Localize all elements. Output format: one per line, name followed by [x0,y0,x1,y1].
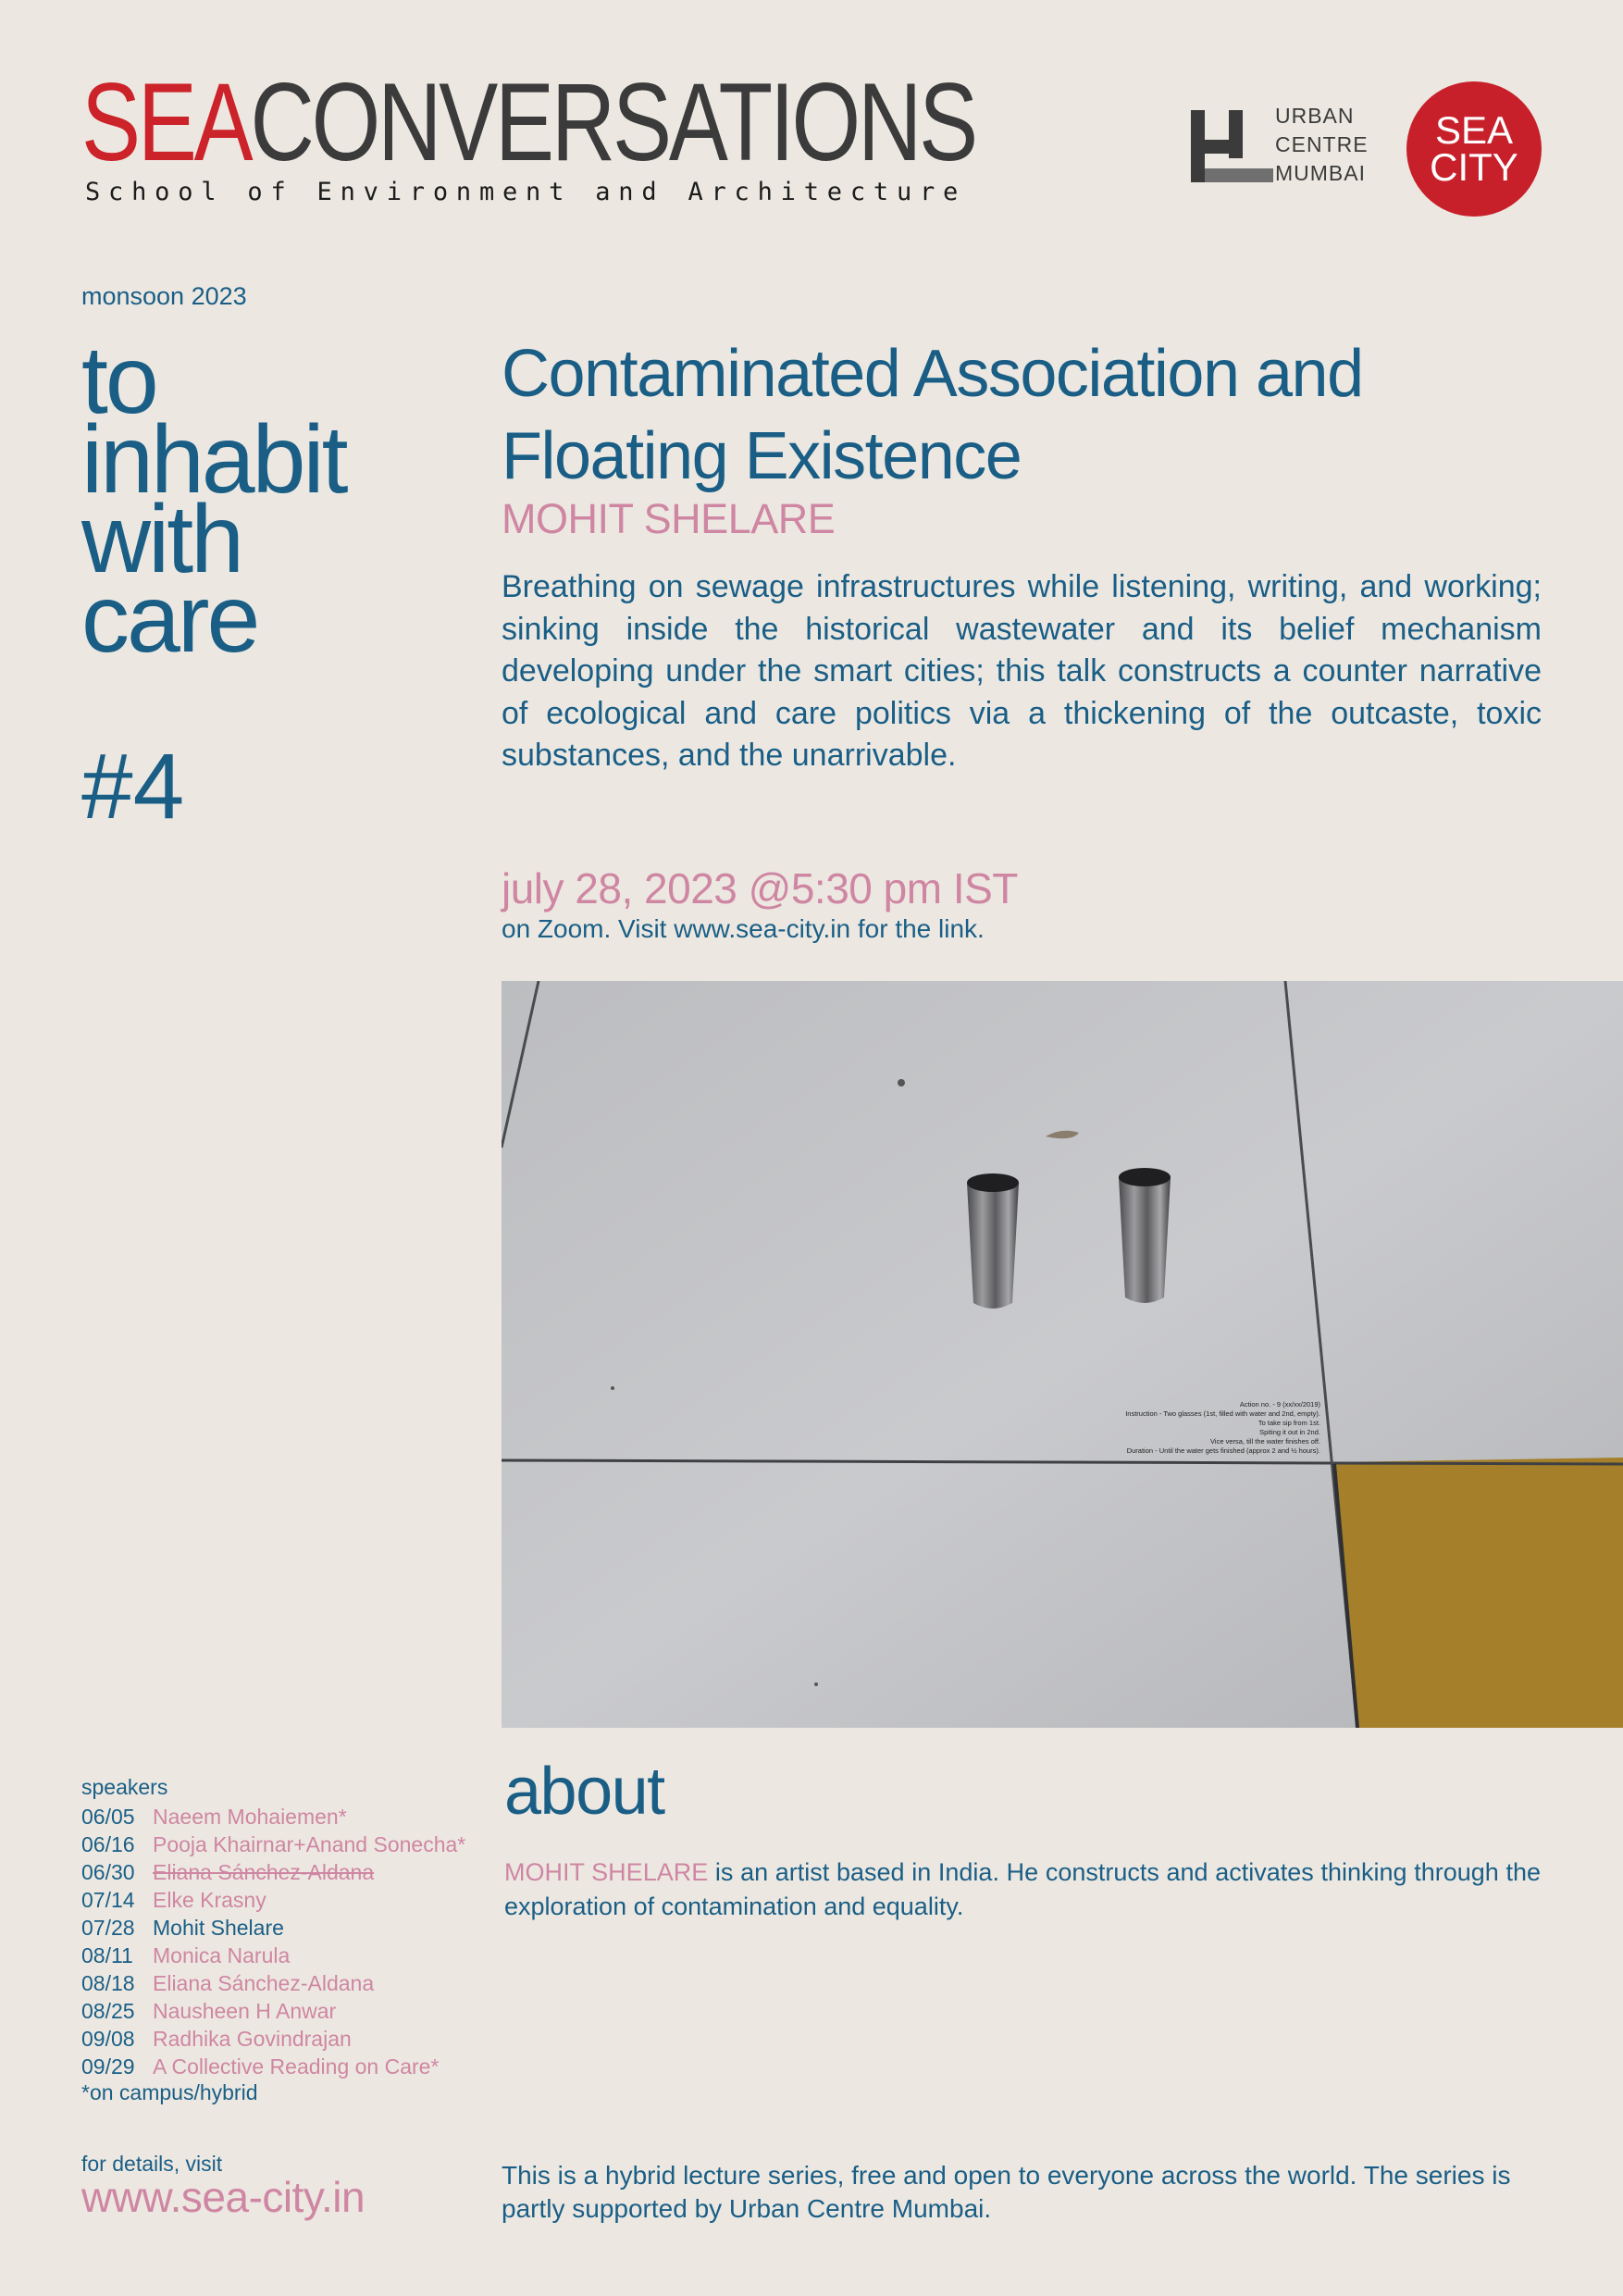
season-label: monsoon 2023 [81,282,247,310]
speaker-row-cancelled [81,1858,465,1886]
brand-conversations: CONVERSATIONS [250,60,975,184]
speaker-row [81,1969,465,1997]
speaker-date: 09/29 [81,2054,135,2079]
series-title-line: to [81,327,156,434]
speaker-row [81,2025,465,2053]
talk-title-line: Contaminated Association and [502,337,1363,411]
speakers-list [81,1803,465,2080]
speaker-row-name: Naeem Mohaiemen* [153,1805,347,1829]
talk-title-line: Floating Existence [502,419,1022,493]
series-title-line: inhabit [81,406,346,514]
website-link[interactable]: www.sea-city.in [81,2173,365,2221]
photo-caption-line: To take sip from 1st. [1258,1419,1320,1427]
photo-caption-line: Instruction - Two glasses (1st, filled with water and 2nd, empty). [1125,1409,1320,1418]
talk-abstract: Breathing on sewage infrastructures while listening, writing, and working; sinking inside the historical wastewater and its belief mechanism developing under the smart cities; this talk constructs a counter narrative of ecological and care politics via a thickening of the outcaste, toxic substances, and the unarrivable. [502,569,1542,773]
speaker-row-name: Eliana Sánchez-Aldana [153,1971,375,1995]
series-footnote: This is a hybrid lecture series, free and open to everyone across the world. The series is partly supported by Urban Centre Mumbai. [502,2161,1511,2223]
campus-note: *on campus/hybrid [81,2080,258,2104]
speaker-row-current [81,1914,465,1942]
steel-tumbler-icon [967,1173,1019,1309]
details-label: for details, visit [81,2152,223,2176]
series-title [81,327,346,673]
speaker-row-name: A Collective Reading on Care* [153,2054,440,2079]
speaker-date: 08/25 [81,1999,135,2023]
speaker-date: 06/16 [81,1832,135,1856]
about-bio: is an artist based in India. He constructs and activates thinking through the exploration of contamination and equality. [504,1858,1541,1920]
brand-sea: SEA [81,60,251,184]
speaker-row [81,2053,465,2080]
photo-caption-line: Duration - Until the water gets finished (approx 2 and ½ hours). [1126,1446,1320,1455]
about-heading: about [504,1755,664,1829]
speaker-row [81,1942,465,1969]
talk-title [502,333,1566,498]
speaker-row [81,1886,465,1914]
speaker-date: 07/28 [81,1916,135,1940]
sea-city-logo-line: SEA [1434,108,1514,152]
photo-caption-line: Action no. - 9 (xx/xx/2019) [1239,1400,1320,1409]
photo-caption-line: Vice versa, till the water finishes off. [1210,1437,1320,1446]
speaker-row [81,1997,465,2025]
school-name: School of Environment and Architecture [85,178,967,206]
speaker-row [81,1831,465,1858]
speaker-date: 06/05 [81,1805,135,1829]
speaker-row-name: Eliana Sánchez-Aldana [153,1860,375,1884]
photo-caption-line: Spiting it out in 2nd. [1259,1428,1320,1436]
speaker-row-name: Monica Narula [153,1943,291,1967]
partner-line: MUMBAI [1275,161,1366,185]
about-speaker-name: MOHIT SHELARE [504,1858,709,1886]
urban-centre-mumbai-wordmark [1275,102,1369,188]
urban-centre-mumbai-logo-icon [1187,106,1275,190]
speaker-row-name: Mohit Shelare [153,1916,284,1940]
speaker-date: 08/11 [81,1943,133,1967]
speaker-row-name: Nausheen H Anwar [153,1999,337,2023]
speaker-row-name: Pooja Khairnar+Anand Sonecha* [153,1832,466,1856]
talk-date: july 28, 2023 @5:30 pm IST [502,864,1018,912]
speakers-heading: speakers [81,1775,168,1799]
event-photo [502,981,1623,1728]
about-text [504,1855,1541,1924]
speaker-date: 06/30 [81,1860,135,1884]
speaker-date: 07/14 [81,1888,135,1912]
sea-city-logo-line: CITY [1430,145,1518,189]
partner-line: URBAN [1275,104,1355,128]
series-title-line: with [81,486,242,593]
speaker-row [81,1803,465,1831]
talk-venue: on Zoom. Visit www.sea-city.in for the link. [502,914,985,943]
episode-number: #4 [81,735,185,838]
speaker-row-name: Radhika Govindrajan [153,2027,352,2051]
series-brand-logo [81,60,975,184]
speaker-name: MOHIT SHELARE [502,495,836,542]
steel-tumbler-icon [1119,1168,1171,1303]
series-title-line: care [81,565,258,673]
speaker-row-name: Elke Krasny [153,1888,266,1912]
speaker-date: 09/08 [81,2027,135,2051]
partner-line: CENTRE [1275,132,1369,156]
sea-city-logo [1406,81,1542,217]
speaker-date: 08/18 [81,1971,135,1995]
